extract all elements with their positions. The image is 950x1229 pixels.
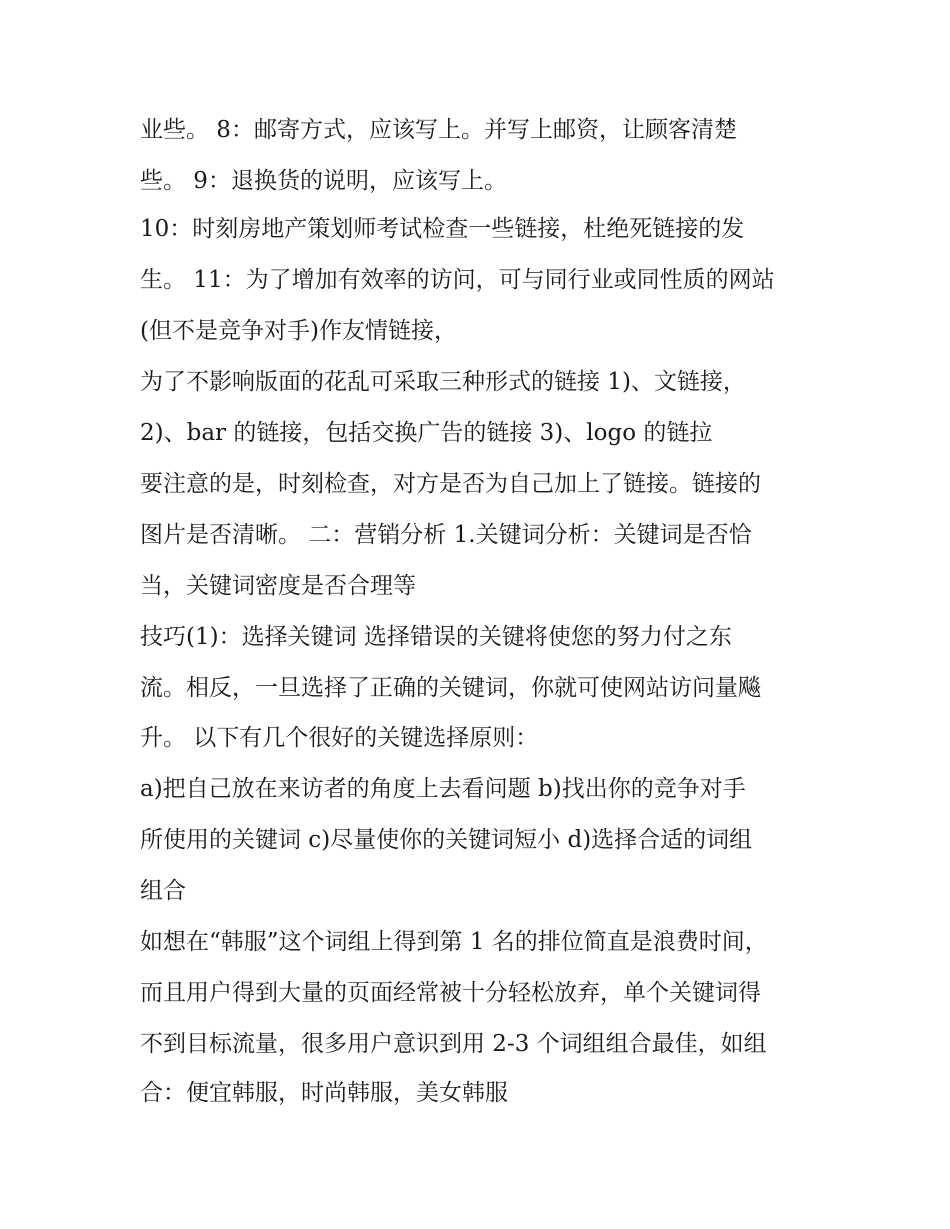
text-line: 技巧(1)：选择关键词 选择错误的关键将使您的努力付之东 (140, 624, 732, 650)
text-line: 合：便宜韩服，时尚韩服，美女韩服 (140, 1080, 508, 1106)
text-line: 2)、bar 的链接，包括交换广告的链接 3)、logo 的链拉 (140, 420, 713, 446)
text-line: 组合 (140, 878, 186, 904)
text-line: 10：时刻房地产策划师考试检查一些链接，杜绝死链接的发 (140, 216, 745, 242)
text-line: 流。相反，一旦选择了正确的关键词，你就可使网站访问量飚 (140, 675, 761, 701)
text-line: 不到目标流量，很多用户意识到用 2-3 个词组组合最佳，如组 (140, 1031, 767, 1057)
text-line: 些。 9：退换货的说明，应该写上。 (140, 168, 507, 194)
text-line: 所使用的关键词 c)尽量使你的关键词短小 d)选择合适的词组 (140, 827, 753, 853)
text-line: (但不是竞争对手)作友情链接， (140, 318, 457, 344)
text-line: 为了不影响版面的花乱可采取三种形式的链接 1)、文链接， (140, 369, 746, 395)
text-line: 生。 11：为了增加有效率的访问，可与同行业或同性质的网站 (140, 267, 775, 293)
text-line: 业些。 8：邮寄方式，应该写上。并写上邮资，让顾客清楚 (140, 117, 737, 143)
text-line: a)把自己放在来访者的角度上去看问题 b)找出你的竞争对手 (140, 776, 746, 802)
text-line: 而且用户得到大量的页面经常被十分轻松放弃，单个关键词得 (140, 980, 761, 1006)
text-line: 要注意的是，时刻检查，对方是否为自己加上了链接。链接的 (140, 471, 761, 497)
text-line: 当，关键词密度是否合理等 (140, 573, 416, 599)
text-line: 升。 以下有几个很好的关键选择原则： (140, 725, 539, 751)
text-line: 如想在“韩服”这个词组上得到第 1 名的排位简直是浪费时间， (140, 929, 768, 955)
text-line: 图片是否清晰。 二：营销分析 1.关键词分析：关键词是否恰 (140, 522, 752, 548)
